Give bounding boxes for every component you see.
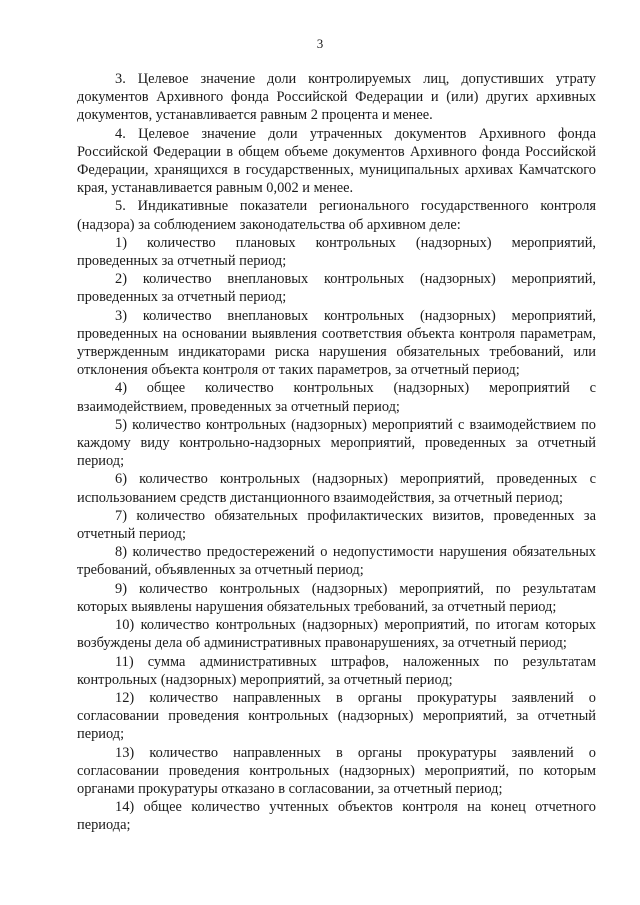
list-item: 5) количество контрольных (надзорных) мероприятий с взаимодействием по каждому виду контрольно-надзорных мероприятий, проведенных за отчетный период;: [77, 416, 596, 470]
list-item: 1) количество плановых контрольных (надзорных) мероприятий, проведенных за отчетный период;: [77, 234, 596, 270]
document-body: [77, 70, 596, 835]
list-item: 4) общее количество контрольных (надзорных) мероприятий с взаимодействием, проведенных за отчетный период;: [77, 380, 596, 415]
list-item: 2) количество внеплановых контрольных (надзорных) мероприятий, проведенных за отчетный период;: [77, 271, 596, 306]
paragraph-indicators-heading: 5. Индикативные показатели регионального государственного контроля (надзора) за соблюдением законодательства об архивном деле:: [77, 198, 596, 233]
list-item: 13) количество направленных в органы прокуратуры заявлений о согласовании проведения контрольных (надзорных) мероприятий, по которым органами прокуратуры отказано в согласовании, за отчетный период;: [77, 744, 596, 797]
paragraph-target-lost-documents: 4. Целевое значение доли утраченных документов Архивного фонда Российской Федерации в общем объеме документов Архивного фонда Российской Федерации, хранящихся в государственных, муниципальных архивах Камчатского края, устанавливается равным 0,002 и менее.: [77, 125, 596, 197]
list-item: 12) количество направленных в органы прокуратуры заявлений о согласовании проведения контрольных (надзорных) мероприятий, за отчетный период;: [77, 689, 596, 743]
list-item: 14) общее количество учтенных объектов контроля на конец отчетного периода;: [77, 799, 596, 834]
list-item: 10) количество контрольных (надзорных) мероприятий, по итогам которых возбуждены дела об административных правонарушениях, за отчетный период;: [77, 617, 596, 652]
paragraph-target-loss-share: 3. Целевое значение доли контролируемых лиц, допустивших утрату документов Архивного фонда Российской Федерации и (или) других архивных документов, устанавливается равным 2 процента и менее.: [77, 71, 596, 124]
list-item: 3) количество внеплановых контрольных (надзорных) мероприятий, проведенных на основании выявления соответствия объекта контроля параметрам, утвержденным индикаторами риска нарушения обязательных требований, или отклонения объекта контроля от таких параметров, за отчетный период;: [77, 307, 596, 379]
list-item: 6) количество контрольных (надзорных) мероприятий, проведенных с использованием средств дистанционного взаимодействия, за отчетный период;: [77, 471, 596, 506]
list-item: 8) количество предостережений о недопустимости нарушения обязательных требований, объявленных за отчетный период;: [77, 544, 596, 579]
list-item: 11) сумма административных штрафов, наложенных по результатам контрольных (надзорных) мероприятий, за отчетный период;: [77, 653, 596, 688]
list-item: 9) количество контрольных (надзорных) мероприятий, по результатам которых выявлены нарушения обязательных требований, за отчетный период;: [77, 580, 596, 615]
list-item: 7) количество обязательных профилактических визитов, проведенных за отчетный период;: [77, 507, 596, 543]
page-number: 3: [316, 36, 324, 51]
